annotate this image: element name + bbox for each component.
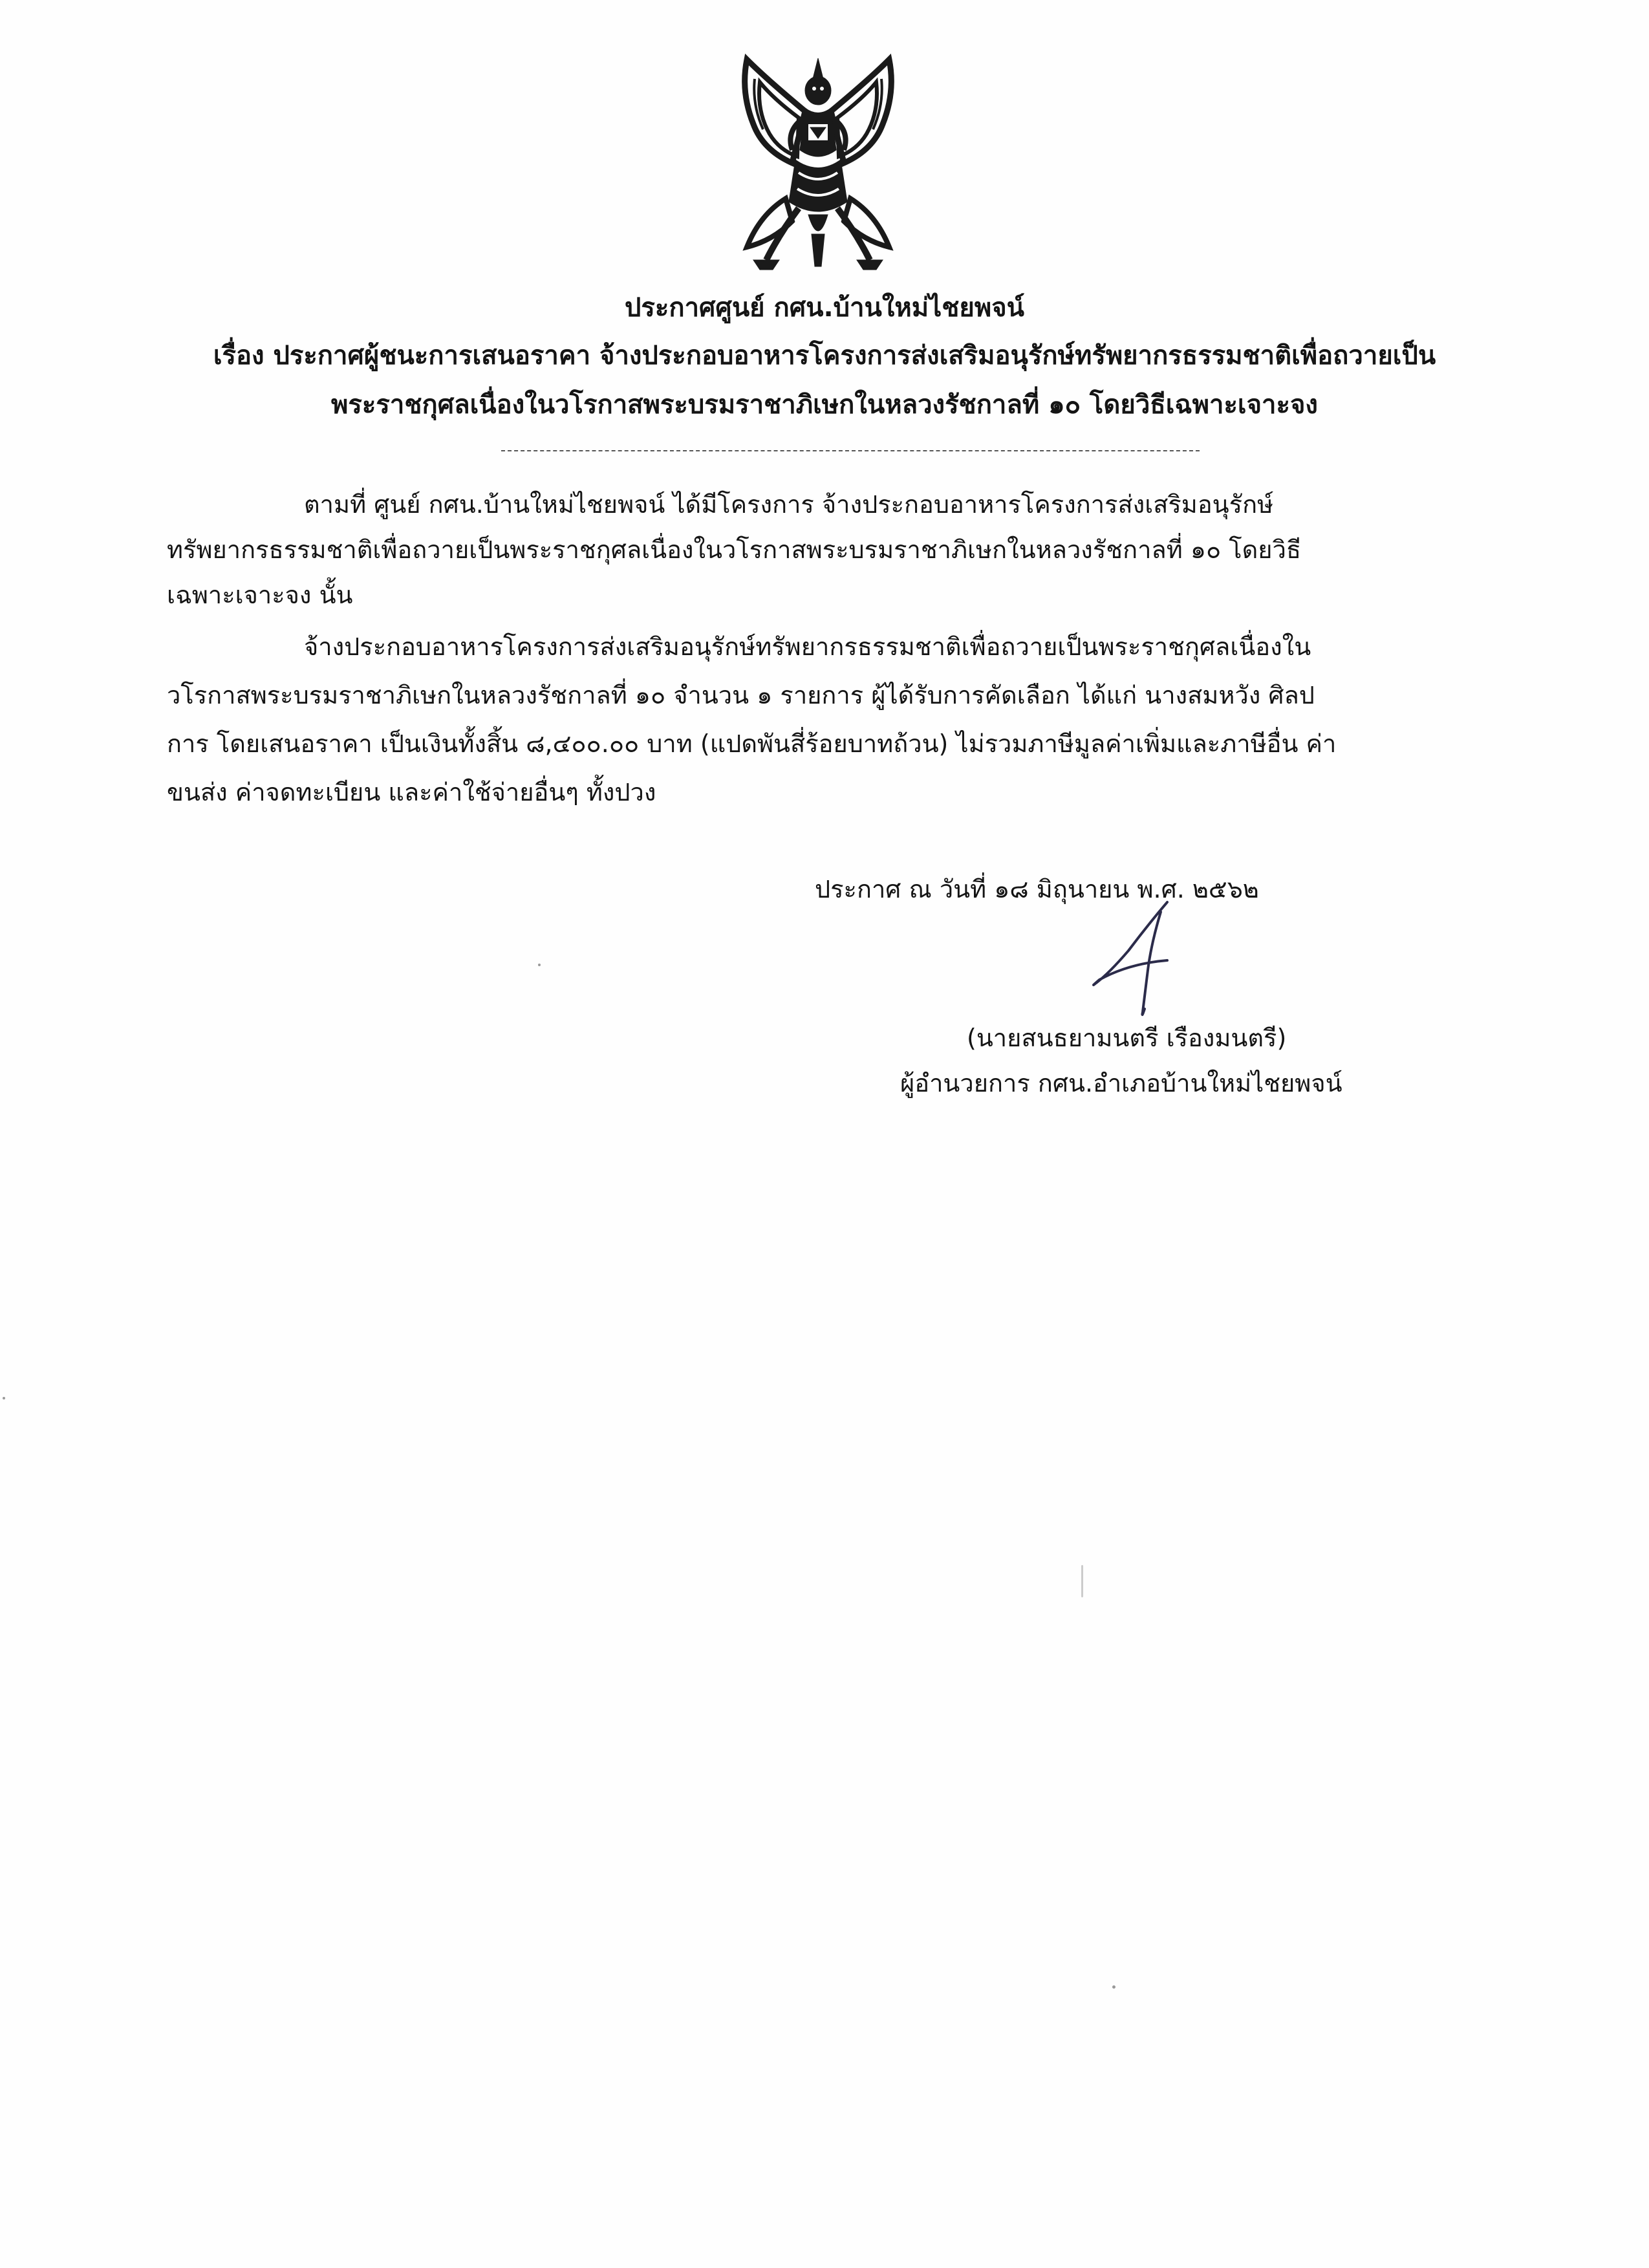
- paragraph-2-line-2: วโรกาสพระบรมราชาภิเษกในหลวงรัชกาลที่ ๑๐ จำนวน ๑ รายการ ผู้ได้รับการคัดเลือก ได้แก่ นางสมหวัง ศิลป: [167, 681, 1315, 709]
- signer-name: (นายสนธยามนตรี เรืองมนตรี): [967, 1024, 1287, 1052]
- garuda-emblem-icon: [702, 53, 934, 286]
- scan-speck: [1112, 1985, 1116, 1989]
- paragraph-2-line-1: จ้างประกอบอาหารโครงการส่งเสริมอนุรักษ์ทรัพยากรธรรมชาติเพื่อถวายเป็นพระราชกุศลเนื่องใน: [304, 632, 1311, 661]
- scan-speck: [1081, 1565, 1083, 1597]
- signer-position: ผู้อำนวยการ กศน.อำเภอบ้านใหม่ไชยพจน์: [900, 1069, 1342, 1097]
- handwritten-signature: [1070, 899, 1200, 1028]
- scan-speck: [3, 1397, 5, 1399]
- paragraph-2-line-4: ขนส่ง ค่าจดทะเบียน และค่าใช้จ่ายอื่นๆ ทั้งปวง: [167, 778, 656, 806]
- scan-speck: [538, 964, 541, 966]
- paragraph-1-line-2: ทรัพยากรธรรมชาติเพื่อถวายเป็นพระราชกุศลเนื่องในวโรกาสพระบรมราชาภิเษกในหลวงรัชกาลที่ ๑๐ โดยวิธี: [167, 535, 1302, 564]
- dashed-divider: [501, 450, 1200, 451]
- subject-line-1: เรื่อง ประกาศผู้ชนะการเสนอราคา จ้างประกอบอาหารโครงการส่งเสริมอนุรักษ์ทรัพยากรธรรมชาติเพื่อถวายเป็น: [213, 341, 1436, 371]
- subject-line-2: พระราชกุศลเนื่องในวโรกาสพระบรมราชาภิเษกในหลวงรัชกาลที่ ๑๐ โดยวิธีเฉพาะเจาะจง: [331, 390, 1318, 420]
- paragraph-1-line-1: ตามที่ ศูนย์ กศน.บ้านใหม่ไชยพจน์ ได้มีโครงการ จ้างประกอบอาหารโครงการส่งเสริมอนุรักษ์: [304, 490, 1274, 519]
- announcement-date: ประกาศ ณ วันที่ ๑๘ มิถุนายน พ.ศ. ๒๕๖๒: [815, 875, 1259, 903]
- paragraph-2-line-3: การ โดยเสนอราคา เป็นเงินทั้งสิ้น ๘,๔๐๐.๐๐ บาท (แปดพันสี่ร้อยบาทถ้วน) ไม่รวมภาษีมูลค่าเพิ่มและภาษีอื่น ค่า: [167, 729, 1337, 758]
- document-title: ประกาศศูนย์ กศน.บ้านใหม่ไชยพจน์: [625, 293, 1024, 323]
- paragraph-1-line-3: เฉพาะเจาะจง นั้น: [167, 581, 353, 609]
